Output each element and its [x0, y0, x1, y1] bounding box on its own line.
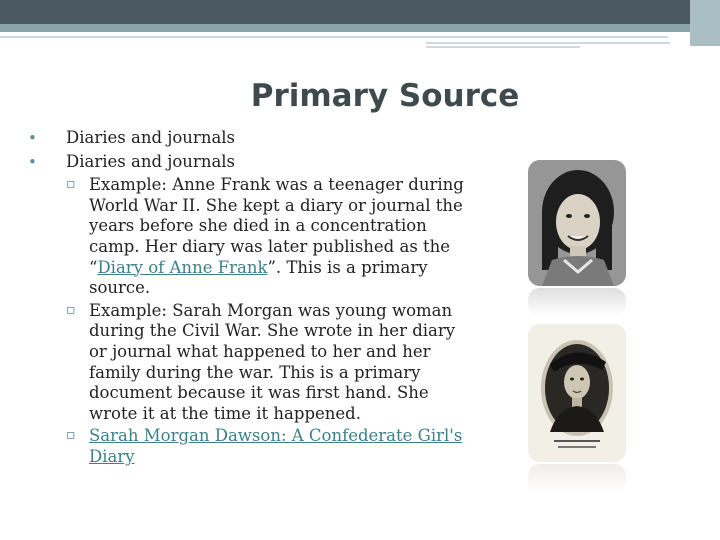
slide-title: Primary Source	[250, 78, 520, 114]
sarah-morgan-photo	[528, 324, 626, 462]
bullet-list	[28, 128, 468, 172]
sarah-morgan-diary-link[interactable]: Sarah Morgan Dawson: A Confederate Girl's Diary	[89, 426, 463, 466]
sub-bullet-link-item	[28, 426, 468, 467]
anne-frank-photo	[528, 160, 626, 286]
slide-body	[28, 128, 468, 470]
sarah-morgan-portrait-image	[528, 324, 626, 462]
bullet-item	[28, 152, 468, 173]
bullet-label: Diaries and journals	[66, 151, 236, 171]
sub-bullet-text: ”. This is a primary source.	[89, 257, 428, 298]
sarah-morgan-photo-reflection	[528, 464, 626, 494]
sub-bullet-list	[28, 175, 468, 467]
decorative-line	[0, 36, 668, 38]
header-accent-stripe	[0, 24, 720, 32]
diary-of-anne-frank-link[interactable]: Diary of Anne Frank	[97, 257, 268, 277]
sub-bullet-sarah-morgan: ▫ Example: Sarah Morgan was young woman during the Civil War. She wrote in her diary or journal what happened to her and her family during the war. This is a primary document because it was first hand. She wrote it at the time it happened.	[28, 301, 468, 425]
anne-frank-portrait-image	[528, 160, 626, 286]
decorative-line	[426, 46, 580, 48]
anne-frank-photo-reflection	[528, 288, 626, 316]
bullet-item: • Diaries and journals	[28, 128, 468, 149]
sub-bullet-text: Example: Anne Frank was a teenager during World War II. She kept a diary or journal the years before she died in a concentration camp. Her diary was later published as the “	[89, 175, 464, 277]
header-corner-block	[690, 0, 720, 46]
sub-bullet-anne-frank	[28, 175, 468, 299]
decorative-line	[426, 42, 670, 44]
